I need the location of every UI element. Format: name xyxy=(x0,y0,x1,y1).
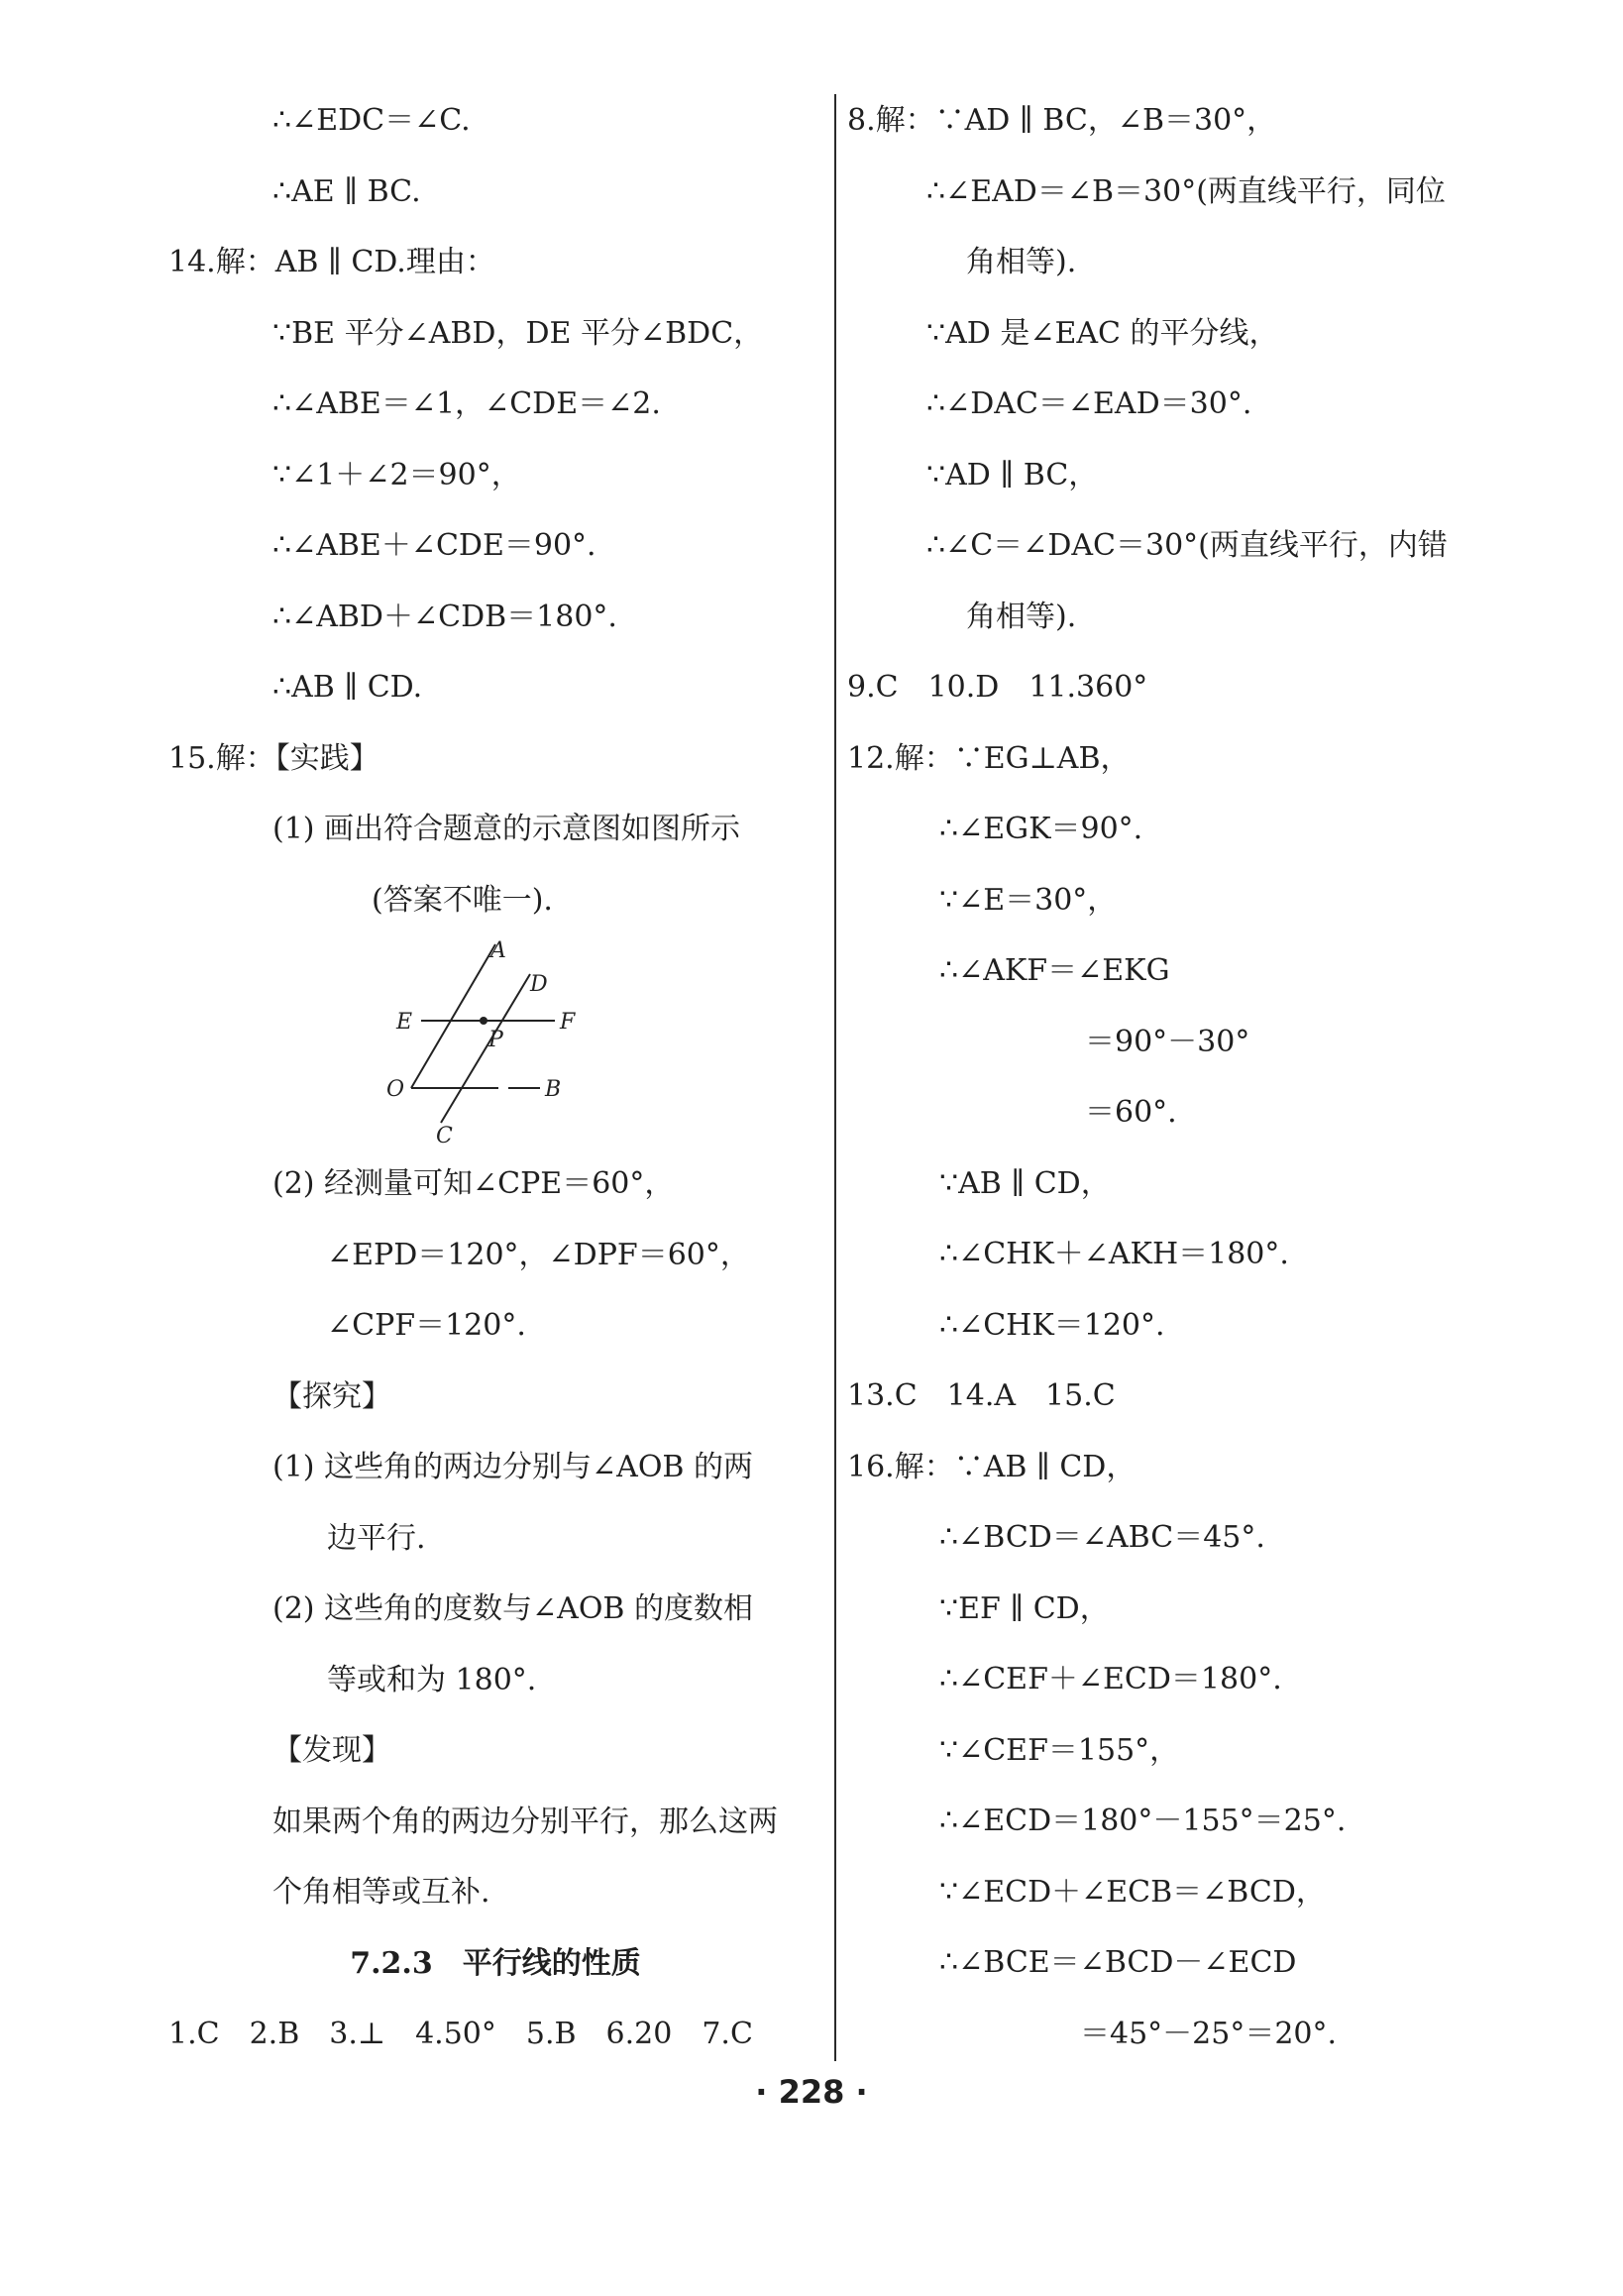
text-line: ∴∠EAD＝∠B＝30°(两直线平行，同位 xyxy=(926,173,1446,209)
left-column xyxy=(168,89,822,2074)
text-line: 角相等). xyxy=(966,245,1077,279)
text-line: ∴AE ∥ BC. xyxy=(272,173,421,209)
section-label: 【发现】 xyxy=(272,1733,391,1768)
problem-16-header: 16.解：∵AB ∥ CD， xyxy=(847,1449,1136,1484)
point-p xyxy=(480,1017,487,1025)
text-line: ∵EF ∥ CD， xyxy=(939,1590,1110,1626)
text-line: ∵AB ∥ CD， xyxy=(939,1165,1111,1201)
label-o: O xyxy=(386,1077,405,1102)
text-line: 角相等). xyxy=(966,599,1077,634)
text-line: ∵AD ∥ BC， xyxy=(926,457,1099,492)
text-line: ∴∠BCE＝∠BCD－∠ECD xyxy=(939,1945,1297,1980)
label-b: B xyxy=(545,1077,562,1102)
text-line: 个角相等或互补. xyxy=(272,1875,490,1910)
text-line: ∵∠1＋∠2＝90°， xyxy=(272,457,521,492)
line-cd xyxy=(441,974,530,1123)
problem-12-header: 12.解：∵EG⊥AB， xyxy=(847,740,1131,776)
text-line: (2) 这些角的度数与∠AOB 的度数相 xyxy=(272,1591,754,1626)
problem-14-header: 14.解：AB ∥ CD.理由： xyxy=(168,245,495,279)
text-line: ∵BE 平分∠ABD，DE 平分∠BDC， xyxy=(272,315,764,351)
line-oa xyxy=(411,944,495,1088)
text-line: ∴∠ABD＋∠CDB＝180°. xyxy=(272,599,617,634)
section-label: 【探究】 xyxy=(272,1378,391,1414)
text-line: ∴∠ABE＝∠1，∠CDE＝∠2. xyxy=(272,386,661,421)
text-line: (答案不唯一). xyxy=(372,882,553,918)
text-line: ∴∠AKF＝∠EKG xyxy=(939,953,1170,988)
label-a: A xyxy=(490,939,506,963)
label-p: P xyxy=(488,1028,503,1052)
right-column xyxy=(847,89,1501,2073)
text-line: (1) 这些角的两边分别与∠AOB 的两 xyxy=(272,1450,754,1484)
text-line: ∴AB ∥ CD. xyxy=(272,670,423,705)
label-d: D xyxy=(530,972,548,997)
text-line: 如果两个角的两边分别平行，那么这两 xyxy=(272,1804,778,1839)
text-line: ∴∠CHK＋∠AKH＝180°. xyxy=(939,1237,1289,1271)
text-line: 等或和为 180°. xyxy=(327,1662,537,1697)
answers-9-11: 9.C 10.D 11.360° xyxy=(847,670,1148,705)
text-line: ∴∠C＝∠DAC＝30°(两直线平行，内错 xyxy=(926,528,1448,563)
text-line: ∴∠EGK＝90°. xyxy=(939,812,1143,846)
text-line: ∴∠EDC＝∠C. xyxy=(272,103,471,138)
column-divider xyxy=(834,94,836,2061)
text-line: 边平行. xyxy=(327,1520,426,1556)
text-line: ∵∠CEF＝155°， xyxy=(939,1732,1180,1768)
answers-13-15: 13.C 14.A 15.C xyxy=(847,1378,1116,1413)
text-line: ＝45°－25°＝20°. xyxy=(1080,2016,1338,2051)
text-line: ＝60°. xyxy=(1085,1095,1177,1130)
parallel-lines-diagram xyxy=(381,939,609,1148)
text-line: ∴∠DAC＝∠EAD＝30°. xyxy=(926,386,1252,421)
text-line: ∠CPF＝120°. xyxy=(327,1308,526,1343)
text-line: ＝90°－30° xyxy=(1085,1024,1250,1059)
problem-15-header: 15.解：【实践】 xyxy=(168,740,379,776)
answers-1-7: 1.C 2.B 3.⊥ 4.50° 5.B 6.20 7.C xyxy=(168,2017,753,2051)
text-line: (2) 经测量可知∠CPE＝60°， xyxy=(272,1166,675,1201)
text-line: (1) 画出符合题意的示意图如图所示 xyxy=(272,812,741,846)
text-line: ∴∠ABE＋∠CDE＝90°. xyxy=(272,528,596,563)
label-f: F xyxy=(560,1010,576,1035)
label-c: C xyxy=(436,1124,453,1148)
text-line: ∠EPD＝120°，∠DPF＝60°， xyxy=(327,1237,750,1272)
text-line: ∵AD 是∠EAC 的平分线， xyxy=(926,315,1279,351)
text-line: ∴∠BCD＝∠ABC＝45°. xyxy=(939,1520,1265,1555)
text-line: ∵∠ECD＋∠ECB＝∠BCD， xyxy=(939,1874,1326,1910)
label-e: E xyxy=(396,1010,413,1035)
section-title: 7.2.3 平行线的性质 xyxy=(350,1945,641,1981)
text-line: ∵∠E＝30°， xyxy=(939,882,1118,918)
text-line: ∴∠ECD＝180°－155°＝25°. xyxy=(939,1804,1347,1838)
text-line: ∴∠CHK＝120°. xyxy=(939,1307,1165,1343)
text-line: ∴∠CEF＋∠ECD＝180°. xyxy=(939,1662,1282,1696)
geometry-figure xyxy=(168,939,822,1152)
problem-8-header: 8.解：∵AD ∥ BC，∠B＝30°， xyxy=(847,103,1277,138)
page-number: · 228 · xyxy=(755,2073,868,2111)
